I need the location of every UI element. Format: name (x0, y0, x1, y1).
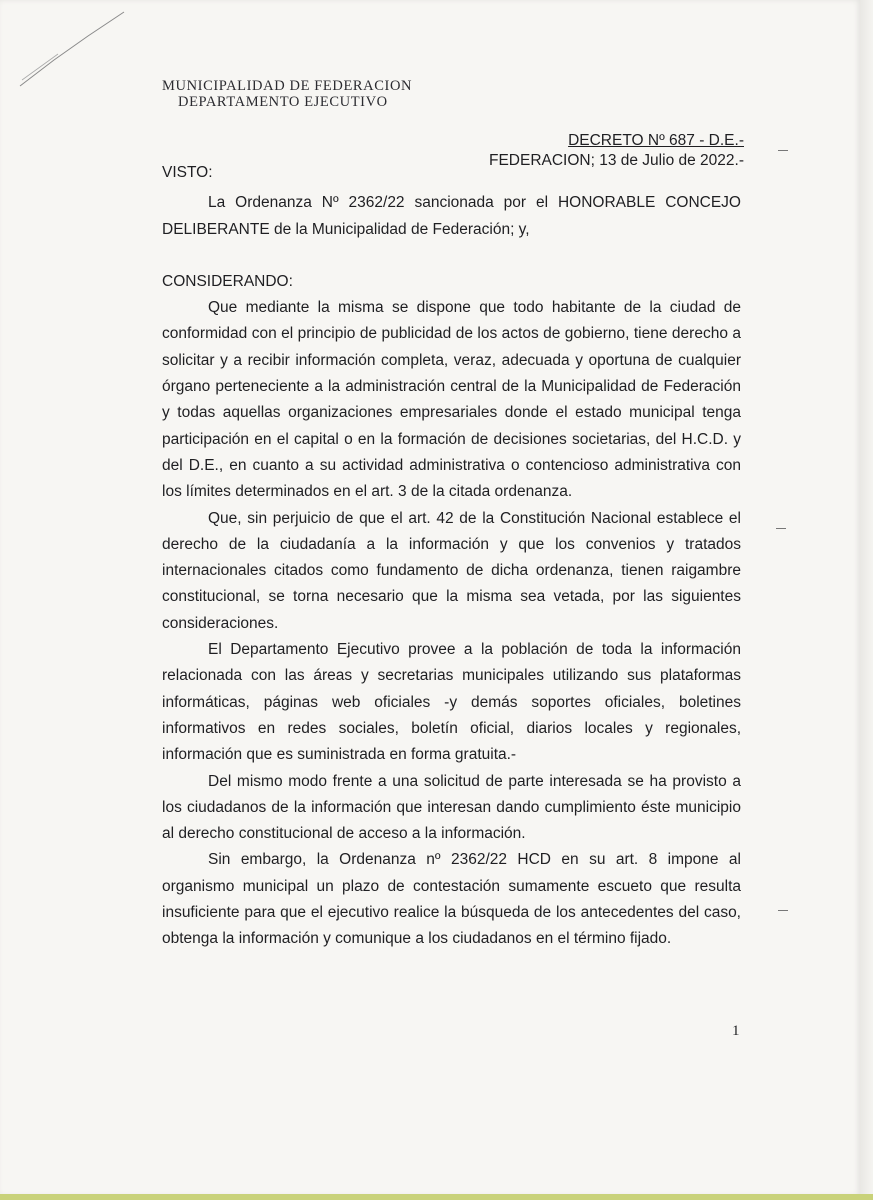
page-number: 1 (732, 1023, 740, 1039)
margin-tick (778, 910, 788, 911)
decree-body (162, 160, 741, 953)
considerando-paragraph-3: El Departamento Ejecutivo provee a la población de toda la información relacionada con las áreas y secretarias municipales utilizando sus plataformas informáticas, páginas web oficiales -y demás soportes oficiales, boletines informativos en redes sociales, boletín oficial, diarios locales y regionales, información que es suministrada en forma gratuita.- (162, 641, 741, 764)
scan-bottom-band (0, 1194, 873, 1200)
visto-text: La Ordenanza Nº 2362/22 sancionada por el HONORABLE CONCEJO DELIBERANTE de la Municipalidad de Federación; y, (162, 194, 741, 238)
decree-number: DECRETO Nº 687 - D.E.- (568, 132, 744, 149)
visto-heading: VISTO: (162, 164, 213, 181)
scan-right-edge (860, 0, 873, 1196)
letterhead (162, 78, 412, 110)
considerando-paragraph-4: Del mismo modo frente a una solicitud de parte interesada se ha provisto a los ciudadanos de la información que interesan dando cumplimiento éste municipio al derecho constitucional de acceso a la información. (162, 772, 741, 843)
letterhead-department: DEPARTAMENTO EJECUTIVO (178, 94, 388, 110)
margin-tick (778, 150, 788, 151)
considerando-heading: CONSIDERANDO: (162, 272, 293, 290)
decree-place-date: FEDERACION; 13 de Julio de 2022.- (488, 152, 744, 169)
considerando-paragraph-5: Sin embargo, la Ordenanza nº 2362/22 HCD en su art. 8 impone al organismo municipal un plazo de contestación sumamente escueto que resulta insuficiente para que el ejecutivo realice la búsqueda de los antecedentes del caso, obtenga la información y comunique a los ciudadanos en el término fijado. (162, 851, 741, 948)
letterhead-municipality: MUNICIPALIDAD DE FEDERACION (162, 78, 413, 94)
margin-tick (776, 528, 786, 529)
considerando-paragraph-1: Que mediante la misma se dispone que todo habitante de la ciudad de conformidad con el principio de publicidad de los actos de gobierno, tiene derecho a solicitar y a recibir información completa, veraz, adecuada y oportuna de cualquier órgano perteneciente a la administración central de la Municipalidad de Federación y todas aquellas organizaciones empresariales donde el estado municipal tenga participación en el capital o en la formación de decisiones societarias, del H.C.D. y del D.E., en cuanto a su actividad administrativa o contencioso administrativa con los límites determinados en el art. 3 de la citada ordenanza. (162, 299, 741, 501)
considerando-paragraph-2: Que, sin perjuicio de que el art. 42 de la Constitución Nacional establece el derecho de la ciudadanía a la información y que los convenios y tratados internacionales citados como fundamento de dicha ordenanza, tienen raigambre constitucional, se torna necesario que la misma sea vetada, por las siguientes consideraciones. (162, 509, 741, 632)
scan-corner-mark (18, 8, 128, 88)
